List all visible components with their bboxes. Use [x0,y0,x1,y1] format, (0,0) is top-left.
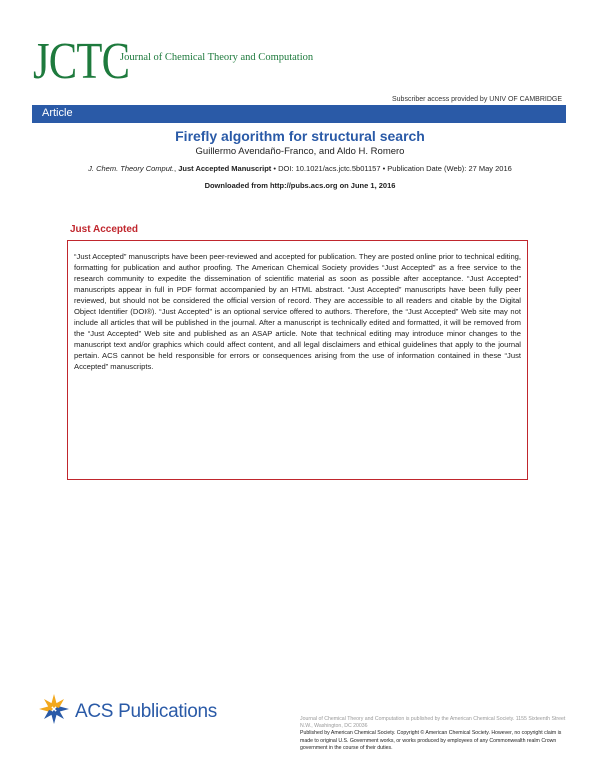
citation-line [0,164,600,173]
subscriber-access-text: Subscriber access provided by UNIV OF CAMBRIDGE [392,96,562,103]
acs-publications-name: ACS Publications [75,701,217,722]
article-title: Firefly algorithm for structural search [175,128,425,144]
citation-separator: , [174,164,179,173]
citation-journal: J. Chem. Theory Comput. [88,164,175,173]
footer-publisher-info [300,716,570,752]
acs-logo-icon [36,693,72,730]
just-accepted-heading: Just Accepted [70,224,138,235]
journal-logo-text: JCTC [33,33,130,90]
just-accepted-box [67,240,528,480]
citation-manuscript: Just Accepted Manuscript [178,164,272,173]
citation-doi-date: • DOI: 10.1021/acs.jctc.5b01157 • Publication Date (Web): 27 May 2016 [271,164,512,173]
footer-line-1: Journal of Chemical Theory and Computation is published by the American Chemical Society. 1155 Sixteenth Street N.W., Washington, DC 20036 [300,716,566,730]
journal-name: Journal of Chemical Theory and Computation [120,52,314,63]
section-label: Article [42,107,73,119]
section-banner [32,105,566,123]
just-accepted-text: “Just Accepted” manuscripts have been peer-reviewed and accepted for publication. They are posted online prior to technical editing, formatting for publication and author proofing. The American Chemical Society provides “Just Accepted” as a free service to the research community to expedite the dissemination of scientific material as soon as possible after acceptance. “Just Accepted” manuscripts appear in full in PDF format accompanied by an HTML abstract. “Just Accepted” manuscripts have been fully peer reviewed, but should not be considered the official version of record. They are accessible to all readers and citable by the Digital Object Identifier (DOI®). “Just Accepted” is an optional service offered to authors. Therefore, the “Just Accepted” Web site may not include all articles that will be published in the journal. After a manuscript is technically edited and formatted, it will be removed from the “Just Accepted” Web site and published as an ASAP article. Note that technical editing may introduce minor changes to the manuscript text and/or graphics which could affect content, and all legal disclaimers and ethical guidelines that apply to the journal pertain. ACS cannot be held responsible for errors or consequences arising from the use of information contained in these “Just Accepted” manuscripts. [74,252,521,371]
download-notice: Downloaded from http://pubs.acs.org on June 1, 2016 [204,181,396,190]
article-authors: Guillermo Avendaño-Franco, and Aldo H. Romero [195,146,405,157]
footer-line-2: Published by American Chemical Society. Copyright © American Chemical Society. However, no copyright claim is made to original U.S. Government works, or works produced by employees of any Commonwealth realm Crown government in the course of their duties. [300,730,562,751]
